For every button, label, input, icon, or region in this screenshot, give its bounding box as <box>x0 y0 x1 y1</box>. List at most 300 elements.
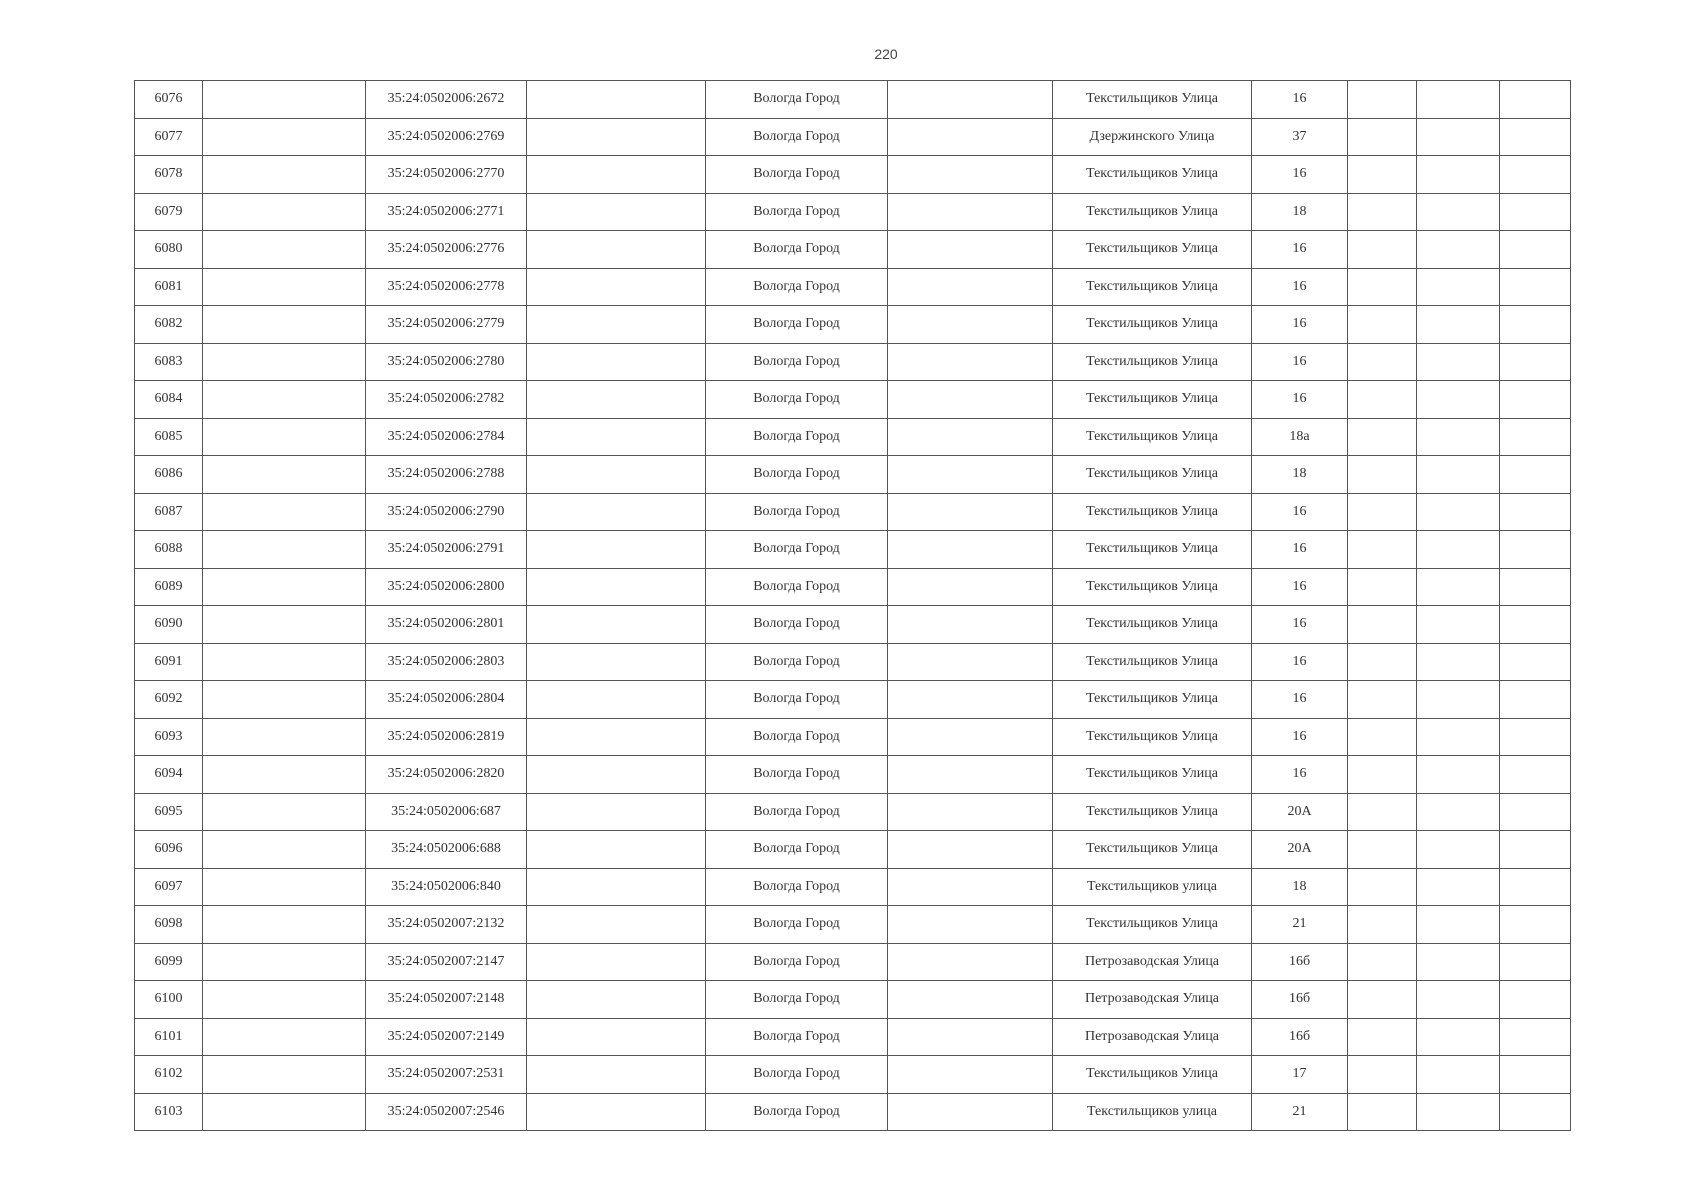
cell-empty <box>527 793 706 831</box>
cell-empty <box>1348 456 1417 494</box>
cell-empty <box>1348 1093 1417 1131</box>
cell-empty <box>203 568 366 606</box>
cell-row-number: 6089 <box>135 568 203 606</box>
table-row <box>135 531 1571 569</box>
table-row <box>135 718 1571 756</box>
cell-street: Текстильщиков Улица <box>1053 681 1252 719</box>
cell-empty <box>1500 981 1571 1019</box>
cell-empty <box>1500 381 1571 419</box>
cell-house: 16б <box>1252 943 1348 981</box>
cell-cadastral-number: 35:24:0502006:2780 <box>366 343 527 381</box>
cell-empty <box>203 193 366 231</box>
cell-empty <box>888 118 1053 156</box>
cell-row-number: 6086 <box>135 456 203 494</box>
cell-empty <box>203 531 366 569</box>
registry-table <box>134 80 1571 1131</box>
cell-empty <box>1500 1093 1571 1131</box>
cell-city: Вологда Город <box>706 568 888 606</box>
cell-empty <box>1500 306 1571 344</box>
cell-empty <box>888 381 1053 419</box>
cell-empty <box>203 156 366 194</box>
cell-empty <box>1417 118 1500 156</box>
cell-empty <box>1348 606 1417 644</box>
cell-empty <box>888 268 1053 306</box>
cell-empty <box>527 868 706 906</box>
cell-street: Текстильщиков Улица <box>1053 81 1252 119</box>
cell-empty <box>1500 1018 1571 1056</box>
cell-street: Текстильщиков Улица <box>1053 531 1252 569</box>
cell-empty <box>888 1093 1053 1131</box>
table-row <box>135 306 1571 344</box>
table-row <box>135 118 1571 156</box>
cell-city: Вологда Город <box>706 868 888 906</box>
cell-house: 16 <box>1252 606 1348 644</box>
cell-empty <box>1500 906 1571 944</box>
cell-empty <box>1500 118 1571 156</box>
cell-empty <box>888 981 1053 1019</box>
cell-house: 16 <box>1252 81 1348 119</box>
cell-cadastral-number: 35:24:0502006:2784 <box>366 418 527 456</box>
table-row <box>135 681 1571 719</box>
cell-city: Вологда Город <box>706 793 888 831</box>
cell-row-number: 6095 <box>135 793 203 831</box>
cell-cadastral-number: 35:24:0502006:2770 <box>366 156 527 194</box>
cell-empty <box>1500 681 1571 719</box>
cell-empty <box>1348 343 1417 381</box>
cell-cadastral-number: 35:24:0502006:2803 <box>366 643 527 681</box>
cell-cadastral-number: 35:24:0502006:2804 <box>366 681 527 719</box>
cell-street: Текстильщиков Улица <box>1053 418 1252 456</box>
cell-street: Петрозаводская Улица <box>1053 943 1252 981</box>
table-row <box>135 268 1571 306</box>
cell-empty <box>527 1056 706 1094</box>
cell-empty <box>1417 568 1500 606</box>
cell-empty <box>1500 531 1571 569</box>
cell-street: Текстильщиков Улица <box>1053 643 1252 681</box>
cell-empty <box>888 943 1053 981</box>
cell-empty <box>888 831 1053 869</box>
cell-street: Текстильщиков улица <box>1053 868 1252 906</box>
cell-cadastral-number: 35:24:0502006:2771 <box>366 193 527 231</box>
cell-empty <box>1417 381 1500 419</box>
cell-empty <box>888 343 1053 381</box>
cell-city: Вологда Город <box>706 268 888 306</box>
cell-cadastral-number: 35:24:0502007:2132 <box>366 906 527 944</box>
cell-house: 16 <box>1252 343 1348 381</box>
cell-empty <box>888 681 1053 719</box>
table-row <box>135 756 1571 794</box>
cell-row-number: 6098 <box>135 906 203 944</box>
cell-empty <box>888 1056 1053 1094</box>
cell-empty <box>203 493 366 531</box>
cell-empty <box>527 681 706 719</box>
cell-empty <box>888 568 1053 606</box>
cell-empty <box>888 81 1053 119</box>
cell-house: 20А <box>1252 793 1348 831</box>
cell-empty <box>1348 381 1417 419</box>
cell-empty <box>203 381 366 419</box>
cell-house: 16 <box>1252 568 1348 606</box>
cell-city: Вологда Город <box>706 493 888 531</box>
cell-empty <box>527 306 706 344</box>
cell-row-number: 6081 <box>135 268 203 306</box>
cell-row-number: 6084 <box>135 381 203 419</box>
cell-empty <box>203 1056 366 1094</box>
cell-empty <box>1500 868 1571 906</box>
cell-street: Текстильщиков Улица <box>1053 793 1252 831</box>
cell-empty <box>1348 943 1417 981</box>
cell-empty <box>1500 943 1571 981</box>
cell-city: Вологда Город <box>706 606 888 644</box>
cell-street: Текстильщиков Улица <box>1053 456 1252 494</box>
cell-street: Текстильщиков Улица <box>1053 231 1252 269</box>
cell-street: Текстильщиков Улица <box>1053 606 1252 644</box>
cell-empty <box>203 1093 366 1131</box>
cell-house: 17 <box>1252 1056 1348 1094</box>
cell-empty <box>1500 831 1571 869</box>
cell-house: 16 <box>1252 156 1348 194</box>
cell-house: 16б <box>1252 981 1348 1019</box>
cell-empty <box>1417 493 1500 531</box>
cell-street: Текстильщиков Улица <box>1053 193 1252 231</box>
cell-empty <box>1348 81 1417 119</box>
cell-row-number: 6078 <box>135 156 203 194</box>
cell-empty <box>1348 118 1417 156</box>
table-row <box>135 493 1571 531</box>
cell-cadastral-number: 35:24:0502007:2531 <box>366 1056 527 1094</box>
cell-empty <box>888 756 1053 794</box>
cell-street: Петрозаводская Улица <box>1053 1018 1252 1056</box>
cell-empty <box>1348 868 1417 906</box>
cell-empty <box>1348 831 1417 869</box>
cell-empty <box>1500 756 1571 794</box>
cell-city: Вологда Город <box>706 643 888 681</box>
cell-city: Вологда Город <box>706 156 888 194</box>
cell-row-number: 6090 <box>135 606 203 644</box>
cell-street: Петрозаводская Улица <box>1053 981 1252 1019</box>
cell-row-number: 6082 <box>135 306 203 344</box>
cell-city: Вологда Город <box>706 531 888 569</box>
cell-city: Вологда Город <box>706 831 888 869</box>
cell-row-number: 6077 <box>135 118 203 156</box>
cell-empty <box>203 606 366 644</box>
cell-cadastral-number: 35:24:0502007:2149 <box>366 1018 527 1056</box>
cell-empty <box>1500 156 1571 194</box>
cell-empty <box>527 831 706 869</box>
cell-empty <box>527 643 706 681</box>
cell-empty <box>1500 268 1571 306</box>
page-number: 220 <box>874 46 898 62</box>
cell-empty <box>1417 793 1500 831</box>
cell-empty <box>1417 418 1500 456</box>
cell-city: Вологда Город <box>706 456 888 494</box>
cell-empty <box>203 343 366 381</box>
cell-house: 20А <box>1252 831 1348 869</box>
cell-street: Дзержинского Улица <box>1053 118 1252 156</box>
cell-house: 16 <box>1252 268 1348 306</box>
cell-cadastral-number: 35:24:0502006:2672 <box>366 81 527 119</box>
cell-empty <box>1500 493 1571 531</box>
table-row <box>135 418 1571 456</box>
cell-empty <box>1417 718 1500 756</box>
cell-empty <box>1417 531 1500 569</box>
cell-cadastral-number: 35:24:0502006:2788 <box>366 456 527 494</box>
cell-city: Вологда Город <box>706 756 888 794</box>
cell-empty <box>1500 418 1571 456</box>
cell-empty <box>527 606 706 644</box>
cell-city: Вологда Город <box>706 718 888 756</box>
cell-empty <box>1417 1056 1500 1094</box>
cell-empty <box>203 643 366 681</box>
cell-street: Текстильщиков Улица <box>1053 831 1252 869</box>
cell-cadastral-number: 35:24:0502007:2148 <box>366 981 527 1019</box>
cell-cadastral-number: 35:24:0502006:2769 <box>366 118 527 156</box>
cell-empty <box>527 568 706 606</box>
cell-empty <box>1417 231 1500 269</box>
cell-empty <box>1417 681 1500 719</box>
table-row <box>135 981 1571 1019</box>
cell-empty <box>1348 756 1417 794</box>
cell-empty <box>1348 568 1417 606</box>
cell-street: Текстильщиков Улица <box>1053 268 1252 306</box>
cell-cadastral-number: 35:24:0502006:2820 <box>366 756 527 794</box>
cell-empty <box>1500 793 1571 831</box>
cell-city: Вологда Город <box>706 1093 888 1131</box>
cell-city: Вологда Город <box>706 681 888 719</box>
cell-empty <box>1417 1018 1500 1056</box>
cell-empty <box>888 793 1053 831</box>
cell-row-number: 6083 <box>135 343 203 381</box>
cell-empty <box>527 193 706 231</box>
table-row <box>135 943 1571 981</box>
cell-house: 16 <box>1252 756 1348 794</box>
cell-empty <box>1348 193 1417 231</box>
cell-empty <box>203 306 366 344</box>
cell-empty <box>527 718 706 756</box>
cell-empty <box>203 418 366 456</box>
cell-empty <box>203 231 366 269</box>
table-row <box>135 156 1571 194</box>
cell-empty <box>1348 1056 1417 1094</box>
cell-empty <box>1417 306 1500 344</box>
cell-empty <box>1417 943 1500 981</box>
cell-house: 16 <box>1252 381 1348 419</box>
cell-empty <box>1348 718 1417 756</box>
cell-cadastral-number: 35:24:0502006:2801 <box>366 606 527 644</box>
cell-empty <box>1348 531 1417 569</box>
cell-empty <box>888 868 1053 906</box>
cell-empty <box>527 1093 706 1131</box>
cell-row-number: 6087 <box>135 493 203 531</box>
cell-street: Текстильщиков Улица <box>1053 156 1252 194</box>
cell-city: Вологда Город <box>706 381 888 419</box>
cell-empty <box>203 981 366 1019</box>
cell-empty <box>1417 868 1500 906</box>
cell-empty <box>888 418 1053 456</box>
cell-empty <box>203 718 366 756</box>
cell-empty <box>203 268 366 306</box>
cell-empty <box>527 906 706 944</box>
cell-empty <box>888 531 1053 569</box>
cell-empty <box>203 756 366 794</box>
cell-cadastral-number: 35:24:0502006:840 <box>366 868 527 906</box>
cell-empty <box>1348 793 1417 831</box>
cell-empty <box>1417 643 1500 681</box>
cell-empty <box>203 831 366 869</box>
cell-empty <box>1500 568 1571 606</box>
cell-empty <box>1417 906 1500 944</box>
cell-empty <box>203 943 366 981</box>
cell-house: 21 <box>1252 1093 1348 1131</box>
cell-house: 18а <box>1252 418 1348 456</box>
cell-house: 18 <box>1252 193 1348 231</box>
cell-row-number: 6097 <box>135 868 203 906</box>
cell-street: Текстильщиков Улица <box>1053 906 1252 944</box>
cell-empty <box>527 1018 706 1056</box>
cell-city: Вологда Город <box>706 943 888 981</box>
table-row <box>135 343 1571 381</box>
cell-cadastral-number: 35:24:0502006:688 <box>366 831 527 869</box>
cell-empty <box>527 493 706 531</box>
cell-empty <box>527 981 706 1019</box>
cell-city: Вологда Город <box>706 1056 888 1094</box>
cell-empty <box>1417 81 1500 119</box>
cell-house: 21 <box>1252 906 1348 944</box>
cell-empty <box>1348 268 1417 306</box>
cell-cadastral-number: 35:24:0502006:687 <box>366 793 527 831</box>
cell-empty <box>1500 1056 1571 1094</box>
cell-cadastral-number: 35:24:0502006:2782 <box>366 381 527 419</box>
cell-empty <box>527 456 706 494</box>
cell-empty <box>1348 156 1417 194</box>
cell-row-number: 6088 <box>135 531 203 569</box>
cell-empty <box>1500 343 1571 381</box>
cell-city: Вологда Город <box>706 306 888 344</box>
cell-empty <box>1500 643 1571 681</box>
table-row <box>135 831 1571 869</box>
table-row <box>135 868 1571 906</box>
cell-cadastral-number: 35:24:0502006:2800 <box>366 568 527 606</box>
cell-empty <box>203 81 366 119</box>
cell-city: Вологда Город <box>706 906 888 944</box>
cell-row-number: 6102 <box>135 1056 203 1094</box>
cell-empty <box>527 81 706 119</box>
cell-empty <box>888 156 1053 194</box>
cell-empty <box>203 1018 366 1056</box>
cell-empty <box>1348 306 1417 344</box>
cell-cadastral-number: 35:24:0502006:2791 <box>366 531 527 569</box>
cell-empty <box>203 906 366 944</box>
cell-row-number: 6092 <box>135 681 203 719</box>
cell-row-number: 6080 <box>135 231 203 269</box>
cell-cadastral-number: 35:24:0502007:2546 <box>366 1093 527 1131</box>
cell-house: 18 <box>1252 456 1348 494</box>
cell-row-number: 6094 <box>135 756 203 794</box>
cell-empty <box>1348 643 1417 681</box>
cell-row-number: 6093 <box>135 718 203 756</box>
cell-row-number: 6096 <box>135 831 203 869</box>
cell-row-number: 6101 <box>135 1018 203 1056</box>
cell-street: Текстильщиков Улица <box>1053 1056 1252 1094</box>
cell-cadastral-number: 35:24:0502006:2779 <box>366 306 527 344</box>
cell-city: Вологда Город <box>706 343 888 381</box>
cell-cadastral-number: 35:24:0502007:2147 <box>366 943 527 981</box>
cell-street: Текстильщиков Улица <box>1053 306 1252 344</box>
cell-empty <box>1348 231 1417 269</box>
cell-empty <box>1417 981 1500 1019</box>
cell-empty <box>527 756 706 794</box>
cell-empty <box>888 493 1053 531</box>
cell-empty <box>1417 756 1500 794</box>
cell-empty <box>527 118 706 156</box>
cell-empty <box>1417 268 1500 306</box>
cell-empty <box>1417 456 1500 494</box>
cell-empty <box>888 1018 1053 1056</box>
cell-empty <box>1500 606 1571 644</box>
cell-empty <box>527 343 706 381</box>
cell-city: Вологда Город <box>706 81 888 119</box>
cell-city: Вологда Город <box>706 981 888 1019</box>
table-row <box>135 1018 1571 1056</box>
table-row <box>135 456 1571 494</box>
cell-empty <box>1417 193 1500 231</box>
cell-empty <box>203 793 366 831</box>
table-row <box>135 381 1571 419</box>
cell-house: 16 <box>1252 531 1348 569</box>
table-row <box>135 793 1571 831</box>
cell-house: 16 <box>1252 681 1348 719</box>
table-row <box>135 606 1571 644</box>
cell-empty <box>1417 831 1500 869</box>
cell-empty <box>527 156 706 194</box>
cell-empty <box>1417 1093 1500 1131</box>
cell-empty <box>1348 906 1417 944</box>
cell-cadastral-number: 35:24:0502006:2819 <box>366 718 527 756</box>
cell-empty <box>1348 981 1417 1019</box>
cell-empty <box>1417 156 1500 194</box>
cell-city: Вологда Город <box>706 231 888 269</box>
cell-cadastral-number: 35:24:0502006:2776 <box>366 231 527 269</box>
cell-empty <box>1500 718 1571 756</box>
cell-empty <box>1500 231 1571 269</box>
cell-house: 18 <box>1252 868 1348 906</box>
cell-street: Текстильщиков Улица <box>1053 381 1252 419</box>
cell-street: Текстильщиков Улица <box>1053 756 1252 794</box>
table-row <box>135 568 1571 606</box>
cell-row-number: 6085 <box>135 418 203 456</box>
cell-empty <box>527 381 706 419</box>
table-row <box>135 906 1571 944</box>
cell-city: Вологда Город <box>706 1018 888 1056</box>
cell-empty <box>1417 343 1500 381</box>
cell-house: 16 <box>1252 231 1348 269</box>
cell-empty <box>888 456 1053 494</box>
cell-empty <box>203 456 366 494</box>
cell-empty <box>527 531 706 569</box>
cell-empty <box>1348 1018 1417 1056</box>
table-row <box>135 81 1571 119</box>
cell-house: 16 <box>1252 306 1348 344</box>
cell-empty <box>527 268 706 306</box>
cell-empty <box>1500 81 1571 119</box>
cell-empty <box>888 306 1053 344</box>
cell-street: Текстильщиков Улица <box>1053 493 1252 531</box>
cell-house: 16 <box>1252 643 1348 681</box>
table-row <box>135 193 1571 231</box>
cell-house: 16б <box>1252 1018 1348 1056</box>
cell-row-number: 6103 <box>135 1093 203 1131</box>
cell-empty <box>203 118 366 156</box>
